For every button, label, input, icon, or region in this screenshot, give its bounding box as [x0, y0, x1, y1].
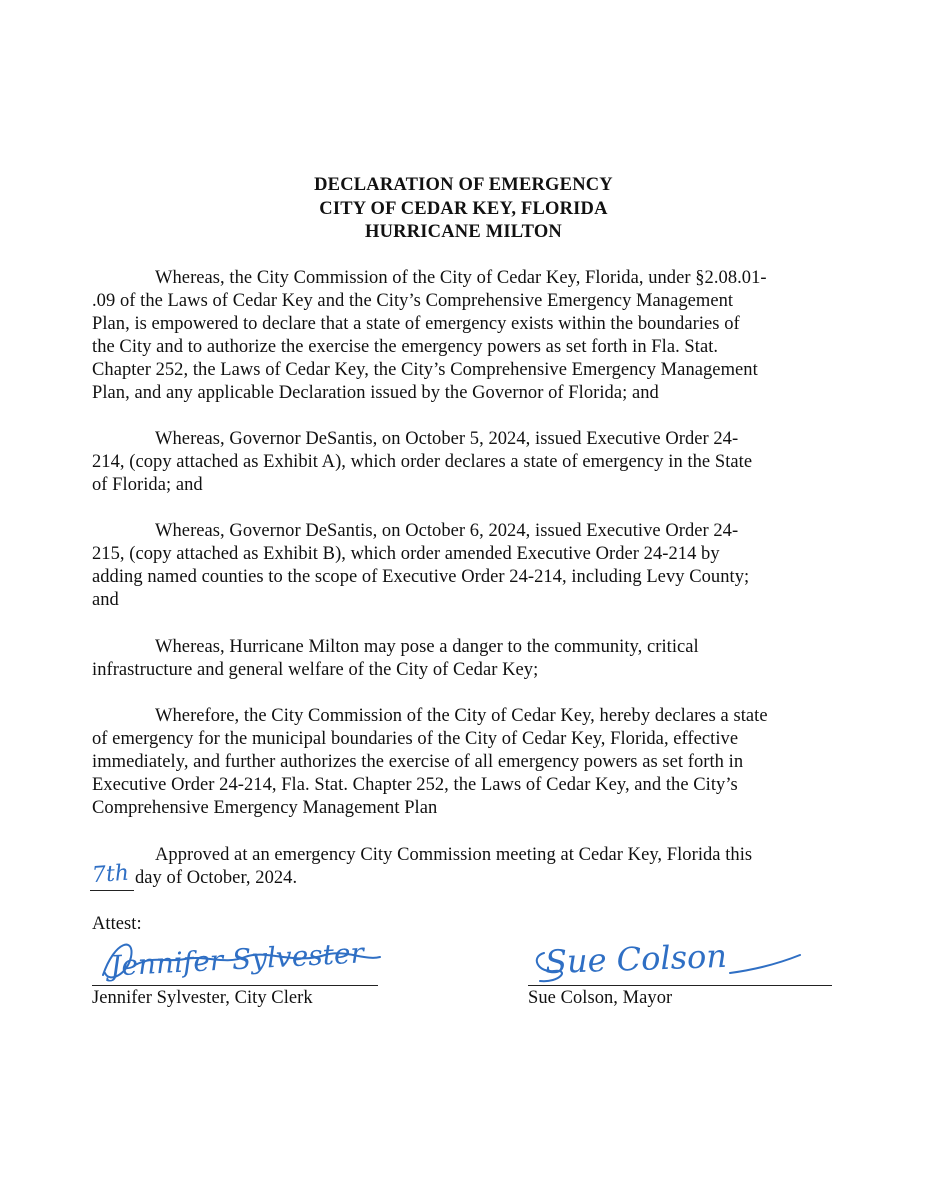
- mayor-name: Sue Colson, Mayor: [528, 988, 673, 1008]
- paragraph-4-line: Whereas, Hurricane Milton may pose a danger to the community, critical: [155, 637, 699, 657]
- mayor-signature: Sue Colson: [544, 936, 728, 982]
- approved-line-date: day of October, 2024.: [135, 868, 298, 888]
- paragraph-2-line: of Florida; and: [92, 475, 203, 495]
- paragraph-3-line: Whereas, Governor DeSantis, on October 6, 2024, issued Executive Order 24-: [155, 521, 739, 541]
- paragraph-1-line: Plan, is empowered to declare that a state of emergency exists within the boundaries of: [92, 314, 740, 334]
- clerk-name: Jennifer Sylvester, City Clerk: [92, 988, 313, 1008]
- paragraph-1-line: the City and to authorize the exercise the emergency powers as set forth in Fla. Stat.: [92, 337, 719, 357]
- attest-label: Attest:: [92, 914, 142, 934]
- paragraph-3-line: adding named counties to the scope of Executive Order 24-214, including Levy County;: [92, 567, 750, 587]
- paragraph-3-line: 215, (copy attached as Exhibit B), which order amended Executive Order 24-214 by: [92, 544, 720, 564]
- paragraph-1-line: .09 of the Laws of Cedar Key and the City’s Comprehensive Emergency Management: [92, 291, 734, 311]
- paragraph-1-line: Chapter 252, the Laws of Cedar Key, the City’s Comprehensive Emergency Management: [92, 360, 758, 380]
- document-title-line-2: CITY OF CEDAR KEY, FLORIDA: [319, 199, 608, 219]
- paragraph-5-line: immediately, and further authorizes the exercise of all emergency powers as set forth in: [92, 752, 744, 772]
- paragraph-2-line: 214, (copy attached as Exhibit A), which order declares a state of emergency in the State: [92, 452, 753, 472]
- paragraph-2-line: Whereas, Governor DeSantis, on October 5, 2024, issued Executive Order 24-: [155, 429, 739, 449]
- paragraph-4-line: infrastructure and general welfare of the City of Cedar Key;: [92, 660, 539, 680]
- mayor-signature-line: [528, 985, 832, 986]
- paragraph-1-line: Plan, and any applicable Declaration issued by the Governor of Florida; and: [92, 383, 659, 403]
- paragraph-3-line: and: [92, 590, 119, 610]
- handwritten-day: 7th: [91, 860, 130, 889]
- paragraph-5-line: of emergency for the municipal boundaries of the City of Cedar Key, Florida, effective: [92, 729, 739, 749]
- approved-line: Approved at an emergency City Commission meeting at Cedar Key, Florida this: [155, 845, 753, 865]
- clerk-signature: Jennifer Sylvester: [109, 936, 365, 983]
- paragraph-5-line: Wherefore, the City Commission of the City of Cedar Key, hereby declares a state: [155, 706, 768, 726]
- paragraph-5-line: Comprehensive Emergency Management Plan: [92, 798, 438, 818]
- document-title-line-3: HURRICANE MILTON: [365, 222, 562, 242]
- paragraph-1-line: Whereas, the City Commission of the City of Cedar Key, Florida, under §2.08.01-: [155, 268, 767, 288]
- clerk-signature-line: [92, 985, 378, 986]
- document-title-line-1: DECLARATION OF EMERGENCY: [314, 175, 613, 195]
- paragraph-5-line: Executive Order 24-214, Fla. Stat. Chapter 252, the Laws of Cedar Key, and the City’s: [92, 775, 738, 795]
- day-blank-underline: [90, 890, 134, 891]
